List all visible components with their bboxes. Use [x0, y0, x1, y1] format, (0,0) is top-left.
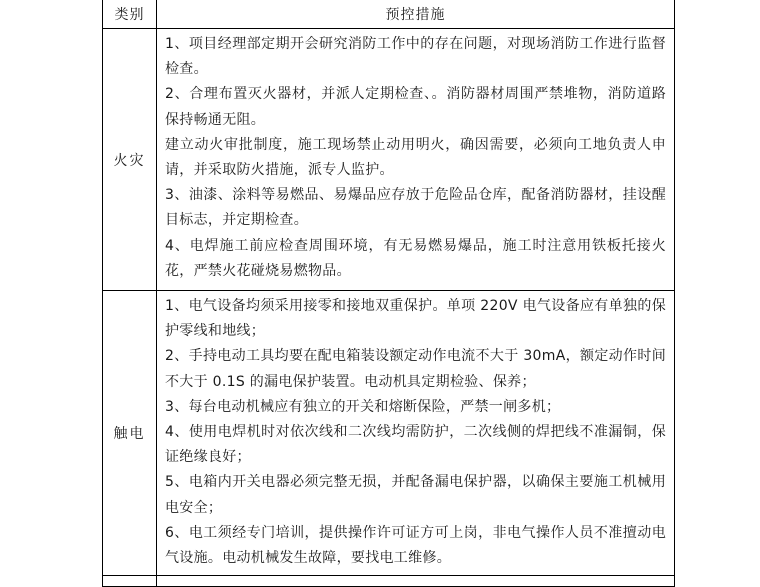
table-header-row [103, 0, 675, 29]
category-cell-fire: 火灾 [103, 29, 157, 291]
header-category: 类别 [103, 0, 157, 29]
risk-control-table [102, 0, 675, 587]
measures-cell-electric-shock [157, 291, 675, 576]
measure-item: 4、电焊施工前应检查周围环境，有无易燃易爆品，施工时注意用铁板托接火花，严禁火花碰烧易燃物品。 [165, 237, 666, 279]
measure-item: 建立动火审批制度，施工现场禁止动用明火，确因需要，必须向工地负责人申请，并采取防火措施，派专人监护。 [165, 136, 666, 179]
measure-item: 3、每台电动机械应有独立的开关和熔断保险，严禁一闸多机； [165, 398, 561, 415]
table-row-continuation [103, 576, 675, 587]
table-row-fire [103, 29, 675, 291]
continuation-cell [103, 576, 157, 587]
measure-item: 4、使用电焊机时对依次线和二次线均需防护，二次线侧的焊把线不准漏铜，保证绝缘良好； [165, 424, 666, 466]
measure-item: 3、油漆、涂料等易燃品、易爆品应存放于危险品仓库，配备消防器材，挂设醒目标志，并定期检查。 [165, 187, 666, 229]
category-cell-electric-shock: 触电 [103, 291, 157, 576]
continuation-cell [157, 576, 675, 587]
measure-item: 2、手持电动工具均要在配电箱装设额定动作电流不大于 30mA，额定动作时间不大于 0.1S 的漏电保护装置。电动机具定期检验、保养； [165, 348, 666, 390]
measure-item: 2、合理布置灭火器材，并派人定期检查、。消防器材周围严禁堆物，消防道路保持畅通无阻。 [165, 86, 666, 128]
table-row-electric-shock [103, 291, 675, 576]
measure-item: 1、电气设备均须采用接零和接地双重保护。单项 220V 电气设备应有单独的保护零线和地线； [165, 298, 666, 340]
measure-item: 5、电箱内开关电器必须完整无损，并配备漏电保护器，以确保主要施工机械用电安全； [165, 474, 666, 516]
measure-item: 1、项目经理部定期开会研究消防工作中的存在问题，对现场消防工作进行监督检查。 [165, 36, 666, 78]
header-measures: 预控措施 [157, 0, 675, 29]
document-page [102, 0, 674, 579]
measures-cell-fire [157, 29, 675, 291]
measure-item: 6、电工须经专门培训，提供操作许可证方可上岗，非电气操作人员不准擅动电气设施。电动机械发生故障，要找电工维修。 [165, 524, 666, 567]
